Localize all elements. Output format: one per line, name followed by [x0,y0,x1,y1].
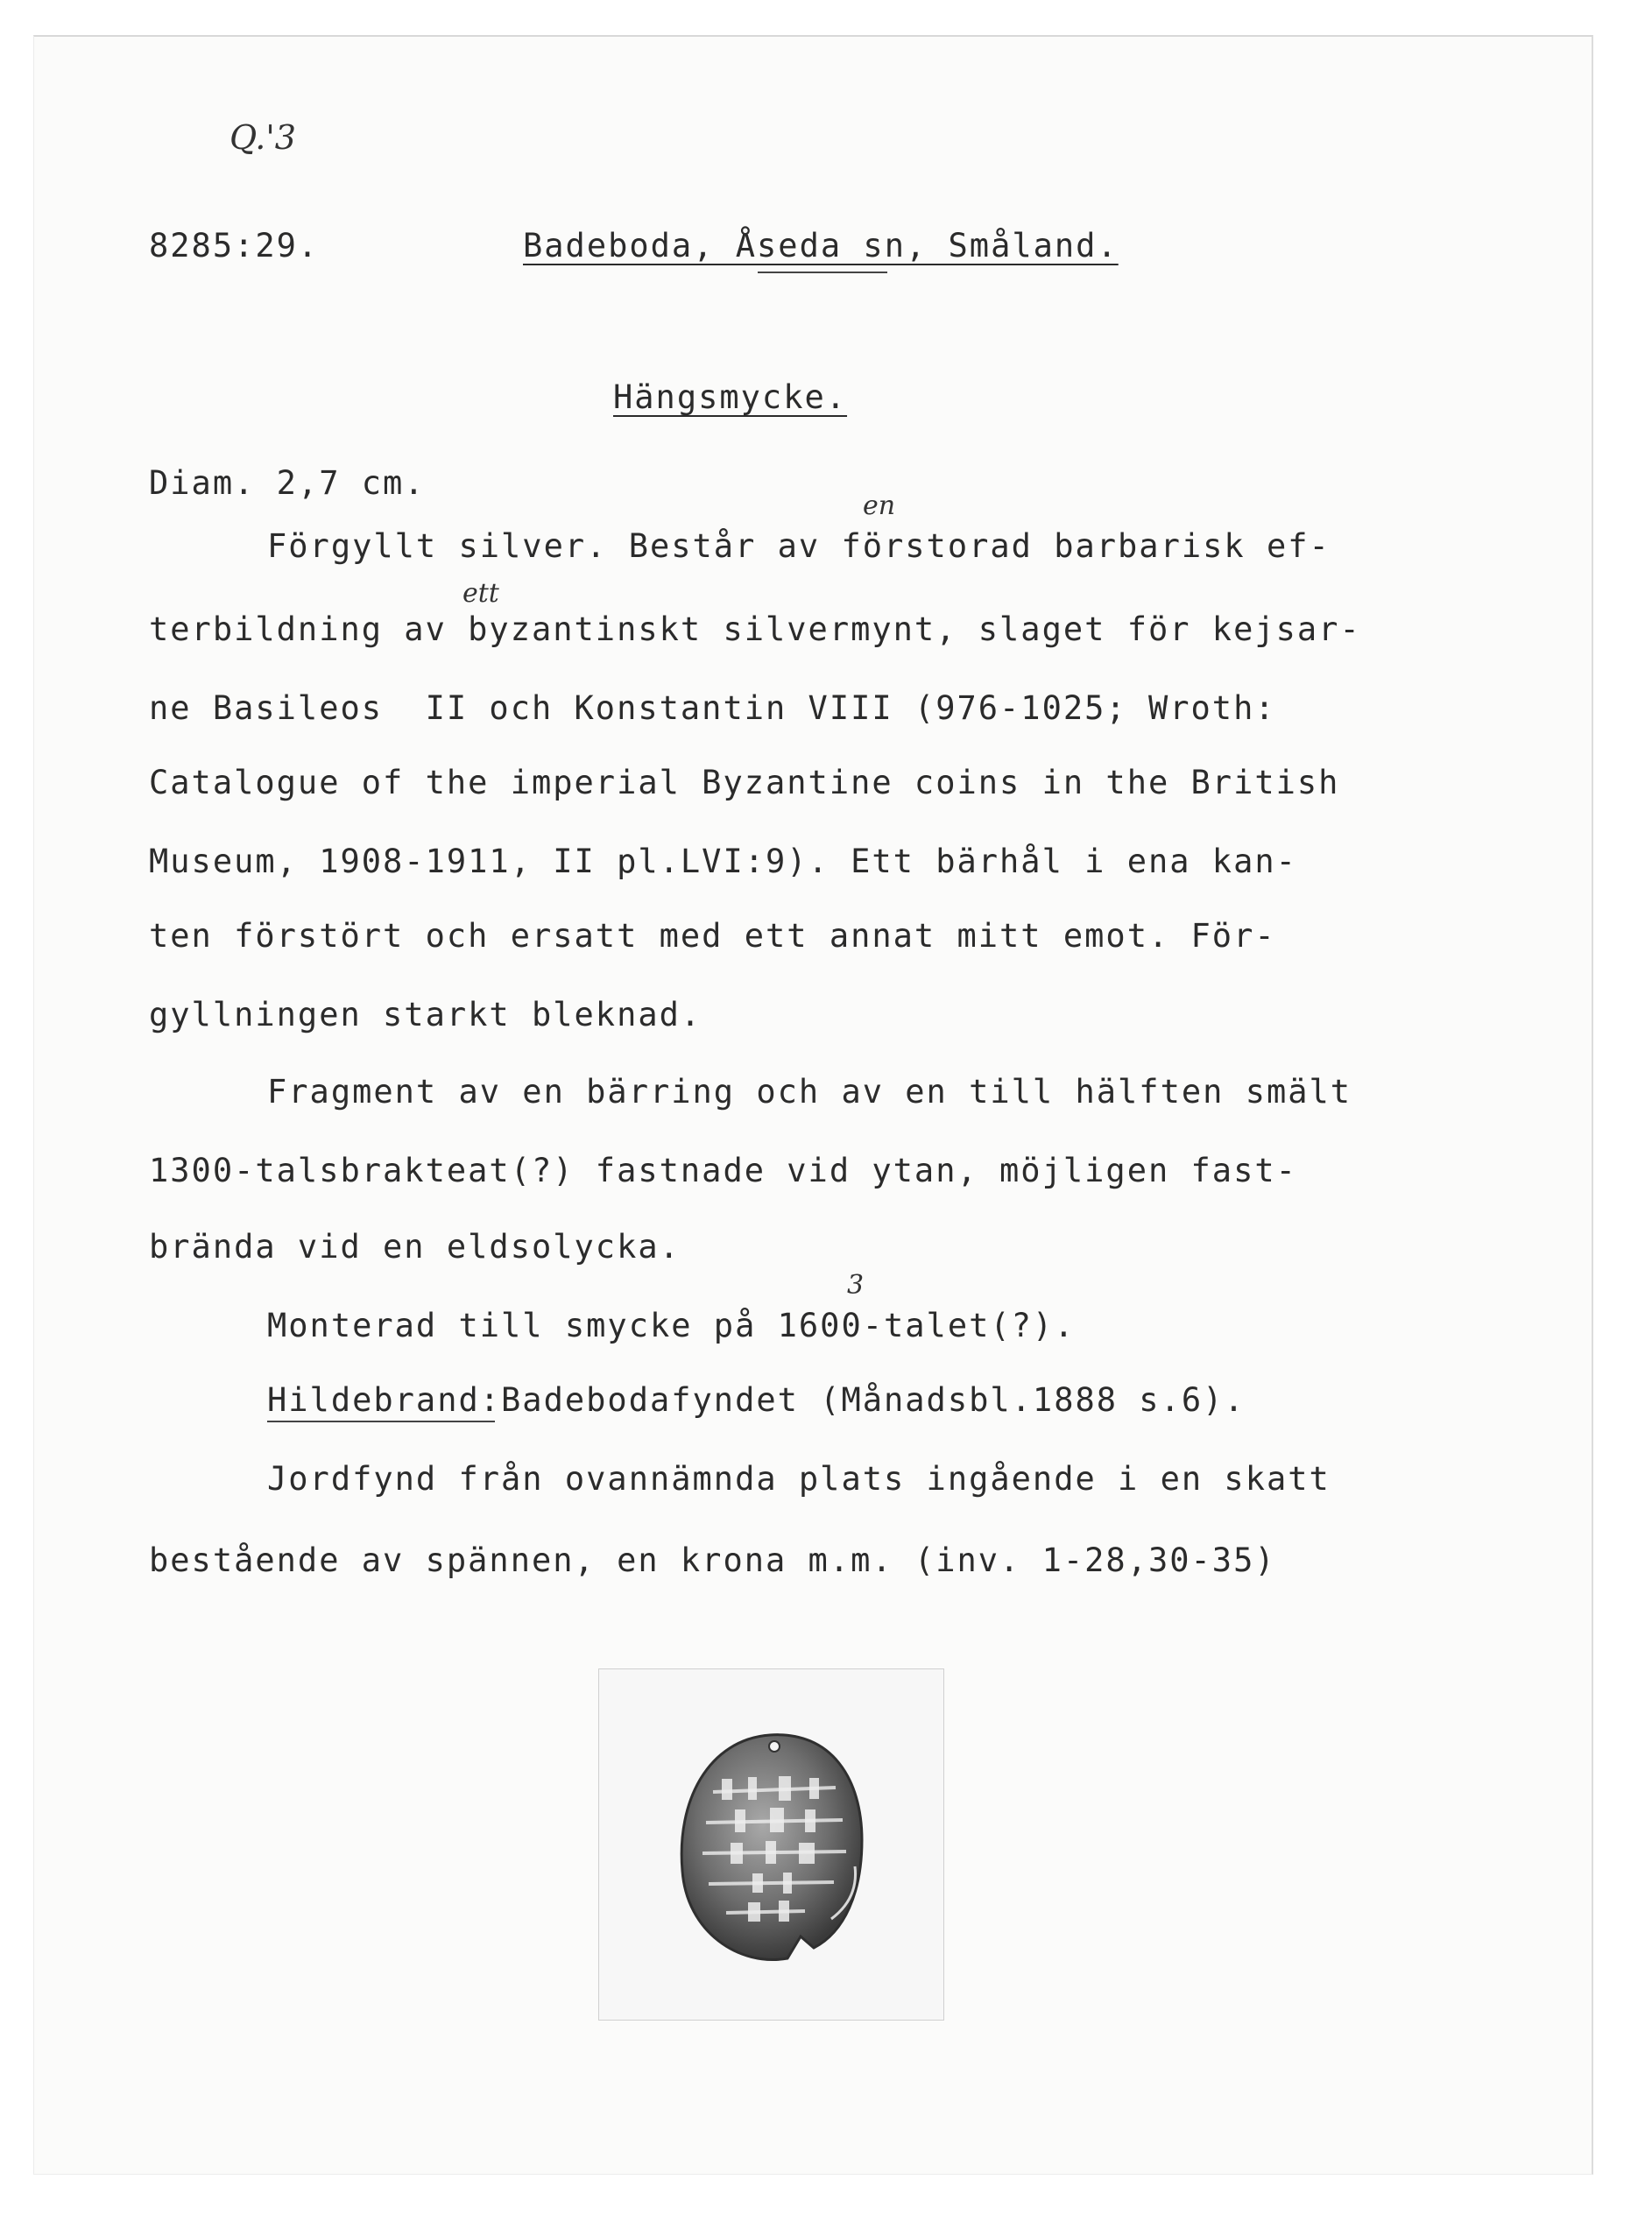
body-line-4: Catalogue of the imperial Byzantine coins in the British [149,764,1340,801]
diameter-line: Diam. 2,7 cm. [149,464,426,502]
body-line-6: ten förstört och ersatt med ett annat mitt emot. För- [149,917,1276,955]
body-line-7: gyllningen starkt bleknad. [149,996,702,1033]
location-underline-extra [758,272,887,273]
pendant-photo [598,1668,944,2021]
body-line-1: Förgyllt silver. Består av förstorad barbarisk ef- [267,527,1331,565]
body-line-8: Fragment av en bärring och av en till hälften smält [267,1073,1352,1111]
document-title: Hängsmycke. [613,378,848,416]
body-line-11: Monterad till smycke på 1600-talet(?). [267,1307,1076,1344]
body-line-13: Jordfynd från ovannämnda plats ingående i en skatt [267,1460,1331,1498]
body-line-5: Museum, 1908-1911, II pl.LVI:9). Ett bärhål i ena kan- [149,843,1297,880]
pendant-coin-image [599,1669,943,2020]
hildebrand-underline [267,1421,495,1422]
annotation-three: 3 [847,1270,865,1301]
annotation-ett: ett [462,578,499,609]
page-number-note: Q.'3 [229,118,296,157]
body-line-3: ne Basileos II och Konstantin VIII (976-1025; Wroth: [149,689,1276,727]
body-line-14: bestående av spännen, en krona m.m. (inv. 1-28,30-35) [149,1541,1276,1579]
body-line-9: 1300-talsbrakteat(?) fastnade vid ytan, möjligen fast- [149,1152,1297,1189]
body-line-2: terbildning av byzantinskt silvermynt, slaget för kejsar- [149,610,1361,648]
body-line-10: brända vid en eldsolycka. [149,1228,681,1266]
inventory-number: 8285:29. [149,227,320,265]
annotation-en: en [863,490,896,521]
body-line-12: Hildebrand:Badebodafyndet (Månadsbl.1888 s.6). [267,1381,1246,1419]
location-heading: Badeboda, Åseda sn, Småland. [523,227,1119,265]
